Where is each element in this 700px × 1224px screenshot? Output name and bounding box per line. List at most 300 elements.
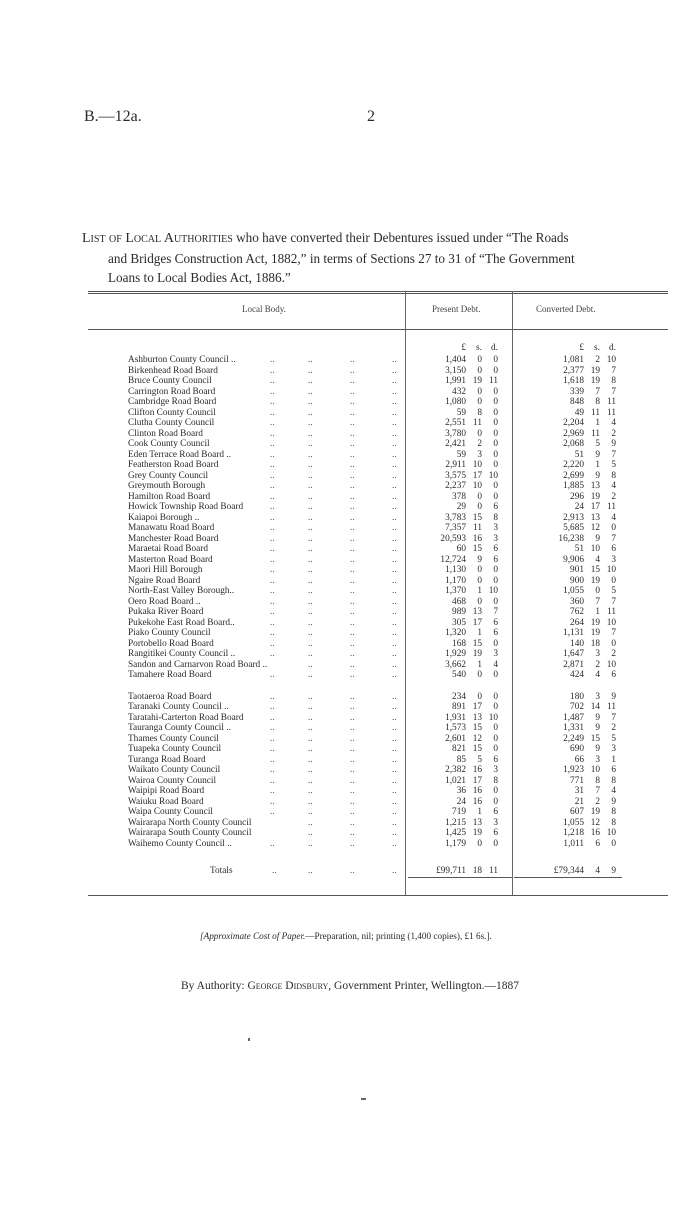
present-debt-shillings: 0 — [477, 838, 482, 849]
converted-debt-pence: 6 — [611, 544, 616, 554]
converted-debt-pounds: 16,238 — [558, 533, 584, 544]
converted-debt-pence: 7 — [611, 533, 616, 544]
present-pence-unit: d. — [491, 343, 498, 353]
table-row: Waipipi Road Board .. .. .. .. 36 16 0 31 7 4 — [128, 786, 616, 796]
present-debt-pounds: 1,021 — [445, 775, 466, 786]
converted-debt-pounds: 296 — [570, 491, 584, 502]
converted-debt-pounds: 1,487 — [563, 712, 584, 723]
table-row: Maori Hill Borough .. .. .. .. 1,130 0 0 901 15 10 — [128, 565, 616, 575]
local-body-name: Tamahere Road Board — [128, 670, 212, 680]
converted-debt-shillings: 19 — [590, 807, 600, 817]
present-shillings-unit: s. — [476, 343, 482, 353]
converted-debt-pounds: 900 — [570, 575, 584, 586]
table-bottom-rule — [88, 895, 668, 896]
converted-debt-pounds: 1,218 — [563, 828, 584, 838]
converted-debt-pounds: 1,885 — [563, 481, 584, 491]
present-debt-pounds: 29 — [456, 502, 466, 512]
converted-debt-shillings: 10 — [590, 544, 600, 554]
converted-debt-pounds: 1,923 — [563, 765, 584, 775]
present-debt-pounds: 60 — [456, 544, 466, 554]
present-debt-pence: 0 — [493, 481, 498, 491]
converted-shillings-unit: s. — [594, 343, 600, 353]
local-body-name: Cook County Council — [128, 439, 210, 449]
table-row: Cook County Council .. .. .. .. 2,421 2 0 2,068 5 9 — [128, 439, 616, 449]
local-body-name: Pukaka River Board — [128, 607, 204, 617]
converted-debt-pounds: 1,618 — [563, 376, 584, 386]
converted-debt-shillings: 10 — [590, 765, 600, 775]
present-debt-pounds: 2,601 — [445, 733, 466, 744]
converted-debt-shillings: 18 — [590, 638, 600, 649]
converted-debt-shillings: 3 — [595, 649, 600, 659]
totals-converted-pounds: £79,344 — [553, 866, 584, 876]
present-debt-pence: 0 — [493, 596, 498, 607]
present-debt-pounds: 2,382 — [445, 765, 466, 775]
local-body-name: Clifton County Council — [128, 407, 216, 418]
table-caption — [82, 228, 662, 288]
present-debt-pounds: 24 — [456, 796, 466, 807]
converted-debt-pounds: 2,969 — [563, 428, 584, 439]
local-body-name: Howick Township Road Board — [128, 502, 244, 512]
present-debt-shillings: 0 — [477, 386, 482, 397]
converted-debt-pence: 10 — [606, 828, 616, 838]
table-row: Tamahere Road Board .. .. .. .. 540 0 0 424 4 6 — [128, 670, 616, 680]
table-row: Grey County Council .. .. .. .. 3,575 17 10 2,699 9 8 — [128, 470, 616, 481]
converted-debt-pence: 8 — [611, 775, 616, 786]
totals-present-pounds: £99,711 — [436, 866, 466, 876]
present-debt-pounds: 432 — [452, 386, 466, 397]
present-debt-shillings: 0 — [477, 575, 482, 586]
totals-converted-shillings: 4 — [595, 866, 600, 876]
present-debt-pence: 0 — [493, 460, 498, 470]
present-debt-shillings: 0 — [477, 670, 482, 680]
local-body-name: Waiuku Road Board — [128, 796, 204, 807]
present-debt-pence: 0 — [493, 365, 498, 376]
present-debt-pence: 0 — [493, 744, 498, 754]
present-debt-shillings: 13 — [472, 712, 482, 723]
table-row: Manawatu Road Board .. .. .. .. 7,357 11 3 5,685 12 0 — [128, 523, 616, 533]
present-debt-shillings: 0 — [477, 502, 482, 512]
present-debt-pence: 0 — [493, 439, 498, 449]
converted-debt-shillings: 13 — [590, 512, 600, 523]
present-debt-pence: 0 — [493, 491, 498, 502]
present-debt-shillings: 15 — [472, 723, 482, 733]
converted-debt-pounds: 49 — [574, 407, 584, 418]
local-body-name: Manawatu Road Board — [128, 523, 215, 533]
table-row: Eden Terrace Road Board .. .. .. .. .. 59 3 0 51 9 7 — [128, 449, 616, 460]
converted-debt-pence: 9 — [611, 439, 616, 449]
local-body-name: Taranaki County Council .. — [128, 702, 229, 712]
converted-debt-shillings: 17 — [590, 502, 600, 512]
converted-debt-shillings: 8 — [595, 397, 600, 407]
table-row: Greymouth Borough .. .. .. .. 2,237 10 0 1,885 13 4 — [128, 481, 616, 491]
converted-debt-shillings: 3 — [595, 754, 600, 765]
present-debt-pounds: 1,404 — [445, 355, 466, 365]
imprint-printer: George Didsbury, — [247, 980, 332, 992]
local-body-name: Pukekohe East Road Board.. — [128, 617, 235, 628]
present-debt-pence: 6 — [493, 807, 498, 817]
present-debt-pence: 8 — [493, 775, 498, 786]
present-debt-pence: 6 — [493, 502, 498, 512]
table-row: Pukaka River Board .. .. .. .. 989 13 7 762 1 11 — [128, 607, 616, 617]
caption-line-3: Loans to Local Bodies Act, 1886.” — [108, 270, 291, 285]
local-body-name: Sandon and Carnarvon Road Board .. — [128, 659, 268, 670]
converted-debt-pounds: 9,906 — [563, 554, 584, 565]
present-debt-pence: 0 — [493, 418, 498, 428]
converted-debt-shillings: 12 — [590, 817, 600, 828]
present-debt-shillings: 1 — [477, 628, 482, 638]
local-body-name: Bruce County Council — [128, 376, 212, 386]
table-row: Taratahi-Carterton Road Board .. .. .. .. 1,931 13 10 1,487 9 7 — [128, 712, 616, 723]
converted-debt-pounds: 771 — [570, 775, 584, 786]
converted-debt-shillings: 15 — [590, 733, 600, 744]
present-debt-pounds: 468 — [452, 596, 466, 607]
converted-debt-pence: 9 — [611, 691, 616, 702]
converted-debt-pence: 1 — [611, 754, 616, 765]
local-body-name: Ashburton County Council .. — [128, 355, 236, 365]
present-debt-pounds: 59 — [456, 407, 466, 418]
table-row: Clutha County Council .. .. .. .. 2,551 11 0 2,204 1 4 — [128, 418, 616, 428]
local-body-name: Clinton Road Board — [128, 428, 203, 439]
converted-pounds-unit: £ — [579, 343, 584, 353]
present-debt-shillings: 15 — [472, 744, 482, 754]
present-debt-shillings: 16 — [472, 796, 482, 807]
table-row: Tuapeka County Council .. .. .. .. 821 15 0 690 9 3 — [128, 744, 616, 754]
local-body-name: Thames County Council — [128, 733, 219, 744]
converted-debt-shillings: 2 — [595, 796, 600, 807]
present-debt-shillings: 0 — [477, 365, 482, 376]
totals-present-shillings: 18 — [472, 866, 482, 876]
converted-debt-pence: 0 — [611, 638, 616, 649]
converted-debt-shillings: 11 — [591, 428, 600, 439]
present-debt-pence: 0 — [493, 386, 498, 397]
present-debt-pounds: 1,080 — [445, 397, 466, 407]
table-row: Bruce County Council .. .. .. .. 1,991 19 11 1,618 19 8 — [128, 376, 616, 386]
local-body-name: Hamilton Road Board — [128, 491, 211, 502]
table-row: Rangitikei County Council .. .. .. .. .. 1,929 19 3 1,647 3 2 — [128, 649, 616, 659]
converted-debt-shillings: 16 — [590, 828, 600, 838]
local-body-name: Piako County Council — [128, 628, 211, 638]
converted-debt-pounds: 2,377 — [563, 365, 584, 376]
local-body-name: Waipa County Council — [128, 807, 213, 817]
ink-speck — [248, 1038, 250, 1041]
table-row: Manchester Road Board .. .. .. .. 20,593 16 3 16,238 9 7 — [128, 533, 616, 544]
present-debt-shillings: 15 — [472, 544, 482, 554]
present-debt-pence: 4 — [493, 659, 498, 670]
present-debt-pounds: 12,724 — [440, 554, 466, 565]
present-debt-pence: 0 — [493, 786, 498, 796]
present-debt-shillings: 0 — [477, 491, 482, 502]
converted-debt-pounds: 1,131 — [563, 628, 584, 638]
converted-debt-pounds: 1,081 — [563, 355, 584, 365]
present-debt-pence: 0 — [493, 575, 498, 586]
local-body-name: Grey County Council — [128, 470, 209, 481]
local-body-name: North-East Valley Borough.. — [128, 586, 235, 596]
present-debt-pounds: 7,357 — [445, 523, 466, 533]
present-debt-pence: 3 — [493, 533, 498, 544]
present-debt-shillings: 10 — [472, 460, 482, 470]
present-debt-pence: 11 — [489, 376, 498, 386]
converted-debt-pence: 4 — [611, 512, 616, 523]
converted-debt-shillings: 3 — [595, 691, 600, 702]
present-debt-pence: 10 — [488, 470, 498, 481]
converted-debt-pence: 11 — [607, 702, 616, 712]
converted-debt-pounds: 1,647 — [563, 649, 584, 659]
present-debt-pence: 0 — [493, 723, 498, 733]
converted-debt-pounds: 2,204 — [563, 418, 584, 428]
table-row: Thames County Council .. .. .. .. 2,601 12 0 2,249 15 5 — [128, 733, 616, 744]
table-row: Turanga Road Board .. .. .. .. 85 5 6 66 3 1 — [128, 754, 616, 765]
converted-debt-shillings: 19 — [590, 617, 600, 628]
converted-debt-shillings: 7 — [595, 596, 600, 607]
converted-debt-pounds: 51 — [574, 449, 584, 460]
present-debt-shillings: 0 — [477, 596, 482, 607]
converted-debt-pounds: 339 — [570, 386, 584, 397]
table-row: Waihemo County Council .. .. .. .. .. 1,179 0 0 1,011 6 0 — [128, 838, 616, 849]
local-body-name: Birkenhead Road Board — [128, 365, 218, 376]
cost-footnote-text: —Preparation, nil; printing (1,400 copies), £1 6s.]. — [305, 931, 492, 941]
converted-debt-pounds: 2,249 — [563, 733, 584, 744]
present-debt-pence: 0 — [493, 838, 498, 849]
table-row: Carrington Road Board .. .. .. .. 432 0 0 339 7 7 — [128, 386, 616, 397]
present-debt-pence: 0 — [493, 407, 498, 418]
converted-debt-shillings: 19 — [590, 628, 600, 638]
present-debt-pence: 6 — [493, 544, 498, 554]
table-row: Howick Township Road Board .. .. .. .. 29 0 6 24 17 11 — [128, 502, 616, 512]
converted-debt-shillings: 8 — [595, 775, 600, 786]
converted-debt-pence: 4 — [611, 481, 616, 491]
caption-lead: List of Local Authorities — [82, 231, 233, 246]
converted-debt-pence: 5 — [611, 586, 616, 596]
converted-debt-pounds: 5,685 — [563, 523, 584, 533]
present-debt-pounds: 1,991 — [445, 376, 466, 386]
page-number: 2 — [367, 108, 375, 125]
converted-debt-shillings: 9 — [595, 723, 600, 733]
converted-debt-shillings: 7 — [595, 786, 600, 796]
converted-debt-pence: 4 — [611, 786, 616, 796]
converted-debt-pounds: 21 — [574, 796, 584, 807]
local-body-name: Wairoa County Council — [128, 775, 217, 786]
present-debt-pence: 6 — [493, 628, 498, 638]
present-debt-pounds: 3,662 — [445, 659, 466, 670]
present-debt-pounds: 1,573 — [445, 723, 466, 733]
document-reference: B.—12a. — [84, 108, 142, 125]
converted-debt-pence: 5 — [611, 733, 616, 744]
present-debt-shillings: 10 — [472, 481, 482, 491]
converted-debt-pence: 7 — [611, 449, 616, 460]
present-debt-shillings: 16 — [472, 786, 482, 796]
present-debt-pence: 0 — [493, 691, 498, 702]
present-debt-shillings: 5 — [477, 754, 482, 765]
present-debt-pounds: 1,929 — [445, 649, 466, 659]
converted-debt-pounds: 1,011 — [563, 838, 584, 849]
present-debt-pounds: 989 — [452, 607, 466, 617]
present-debt-shillings: 16 — [472, 765, 482, 775]
local-body-name: Cambridge Road Board — [128, 397, 217, 407]
converted-debt-pence: 8 — [611, 470, 616, 481]
converted-debt-pounds: 51 — [574, 544, 584, 554]
present-debt-shillings: 12 — [472, 733, 482, 744]
converted-debt-shillings: 13 — [590, 481, 600, 491]
present-debt-pounds: 1,931 — [445, 712, 466, 723]
present-debt-pounds: 821 — [452, 744, 466, 754]
imprint-tail: Government Printer, Wellington.—1887 — [334, 980, 519, 992]
present-debt-shillings: 11 — [473, 523, 482, 533]
present-pounds-unit: £ — [461, 343, 466, 353]
converted-debt-shillings: 12 — [590, 523, 600, 533]
imprint-lead: By Authority: — [181, 980, 245, 992]
table-row: North-East Valley Borough.. .. .. .. .. 1,370 1 10 1,055 0 5 — [128, 586, 616, 596]
converted-debt-pounds: 24 — [574, 502, 584, 512]
present-debt-pence: 0 — [493, 428, 498, 439]
present-debt-shillings: 13 — [472, 817, 482, 828]
converted-debt-pence: 2 — [611, 491, 616, 502]
present-debt-pence: 0 — [493, 733, 498, 744]
table-row: Ngaire Road Board .. .. .. .. 1,170 0 0 900 19 0 — [128, 575, 616, 586]
local-body-name: Eden Terrace Road Board .. — [128, 449, 231, 460]
local-body-name: Maori Hill Borough — [128, 565, 203, 575]
converted-debt-pence: 8 — [611, 807, 616, 817]
header-bottom-rule — [88, 329, 668, 330]
local-body-name: Manchester Road Board — [128, 533, 219, 544]
present-debt-shillings: 13 — [472, 607, 482, 617]
converted-debt-pence: 2 — [611, 428, 616, 439]
converted-debt-pence: 9 — [611, 796, 616, 807]
converted-debt-pounds: 31 — [574, 786, 584, 796]
present-debt-shillings: 1 — [477, 586, 482, 596]
local-body-name: Taotaeroa Road Board — [128, 691, 212, 702]
present-debt-pounds: 3,150 — [445, 365, 466, 376]
present-debt-pounds: 3,783 — [445, 512, 466, 523]
converted-debt-shillings: 4 — [595, 554, 600, 565]
present-debt-pounds: 1,370 — [445, 586, 466, 596]
present-debt-pence: 6 — [493, 554, 498, 565]
converted-debt-shillings: 19 — [590, 376, 600, 386]
table-row: Taranaki County Council .. .. .. .. .. 891 17 0 702 14 11 — [128, 702, 616, 712]
table-row: Waikato County Council .. .. .. .. 2,382 16 3 1,923 10 6 — [128, 765, 616, 775]
local-body-name: Kaiapoi Borough .. — [128, 512, 200, 523]
table-row: Portobello Road Board .. .. .. .. 168 15 0 140 18 0 — [128, 638, 616, 649]
present-debt-pounds: 59 — [456, 449, 466, 460]
table-row: Clinton Road Board .. .. .. .. 3,780 0 0 2,969 11 2 — [128, 428, 616, 439]
converted-debt-pence: 11 — [607, 407, 616, 418]
converted-debt-pence: 0 — [611, 575, 616, 586]
present-debt-pounds: 1,179 — [445, 838, 466, 849]
converted-debt-pence: 7 — [611, 628, 616, 638]
present-debt-shillings: 9 — [477, 554, 482, 565]
present-debt-shillings: 17 — [472, 702, 482, 712]
present-debt-pence: 0 — [493, 355, 498, 365]
printer-imprint — [181, 980, 519, 992]
table-row: Featherston Road Board .. .. .. .. 2,911 10 0 2,220 1 5 — [128, 460, 616, 470]
converted-debt-shillings: 5 — [595, 439, 600, 449]
converted-debt-shillings: 9 — [595, 712, 600, 723]
present-debt-pence: 0 — [493, 397, 498, 407]
present-debt-pence: 3 — [493, 765, 498, 775]
converted-debt-pence: 11 — [607, 397, 616, 407]
present-debt-pence: 0 — [493, 449, 498, 460]
converted-debt-pence: 0 — [611, 838, 616, 849]
converted-debt-shillings: 1 — [595, 607, 600, 617]
totals-present-pence: 11 — [489, 866, 498, 876]
table-row: Cambridge Road Board .. .. .. .. 1,080 0 0 848 8 11 — [128, 397, 616, 407]
local-body-name: Greymouth Borough — [128, 481, 206, 491]
local-body-name: Ngaire Road Board — [128, 575, 201, 586]
converted-debt-pounds: 901 — [570, 565, 584, 575]
local-body-name: Featherston Road Board — [128, 460, 219, 470]
converted-debt-shillings: 4 — [595, 670, 600, 680]
local-body-name: Clutha County Council — [128, 418, 215, 428]
converted-debt-pence: 4 — [611, 418, 616, 428]
local-body-name: Waihemo County Council .. — [128, 838, 232, 849]
totals-converted-pence: 9 — [611, 866, 616, 876]
present-debt-shillings: 17 — [472, 775, 482, 786]
converted-debt-pence: 10 — [606, 617, 616, 628]
local-body-name: Tuapeka County Council — [128, 744, 222, 754]
table-row: Tauranga County Council .. .. .. .. .. 1,573 15 0 1,331 9 2 — [128, 723, 616, 733]
local-body-name: Waikato County Council — [128, 765, 221, 775]
present-debt-pounds: 1,215 — [445, 817, 466, 828]
table-row: Piako County Council .. .. .. .. 1,320 1 6 1,131 19 7 — [128, 628, 616, 638]
table-row: Pukekohe East Road Board.. .. .. .. .. 305 17 6 264 19 10 — [128, 617, 616, 628]
present-debt-pounds: 20,593 — [440, 533, 466, 544]
converted-debt-pence: 6 — [611, 670, 616, 680]
present-debt-pounds: 2,911 — [445, 460, 466, 470]
totals-row: Totals .. .. .. .. £99,711 18 11 £79,344 4 9 — [210, 866, 616, 876]
converted-debt-shillings: 19 — [590, 365, 600, 376]
table-row: Maraetai Road Board .. .. .. .. 60 15 6 51 10 6 — [128, 544, 616, 554]
local-body-name: Turanga Road Board — [128, 754, 206, 765]
present-debt-pounds: 85 — [456, 754, 466, 765]
present-debt-pence: 7 — [493, 607, 498, 617]
converted-debt-pounds: 1,331 — [563, 723, 584, 733]
converted-debt-shillings: 9 — [595, 533, 600, 544]
converted-debt-pounds: 2,068 — [563, 439, 584, 449]
table-row: Clifton County Council .. .. .. .. 59 8 0 49 11 11 — [128, 407, 616, 418]
table-row: Sandon and Carnarvon Road Board .. .. .. .. 3,662 1 4 2,871 2 10 — [128, 659, 616, 670]
table-row: Waiuku Road Board .. .. .. .. 24 16 0 21 2 9 — [128, 796, 616, 807]
present-debt-shillings: 0 — [477, 565, 482, 575]
present-debt-pence: 6 — [493, 617, 498, 628]
local-body-name: Wairarapa North County Council — [128, 817, 252, 828]
present-debt-pence: 0 — [493, 638, 498, 649]
present-debt-shillings: 17 — [472, 470, 482, 481]
table-row: Wairarapa North County Council .. .. .. 1,215 13 3 1,055 12 8 — [128, 817, 616, 828]
table-row: Waipa County Council .. .. .. .. 719 1 6 607 19 8 — [128, 807, 616, 817]
caption-line-1: who have converted their Debentures issued under “The Roads — [236, 230, 569, 245]
local-body-name: Wairarapa South County Council — [128, 828, 252, 838]
converted-debt-shillings: 2 — [595, 355, 600, 365]
table-top-rule-inner — [88, 293, 668, 294]
converted-debt-pounds: 702 — [570, 702, 584, 712]
converted-debt-shillings: 1 — [595, 460, 600, 470]
present-debt-pounds: 2,551 — [445, 418, 466, 428]
present-debt-shillings: 1 — [477, 659, 482, 670]
converted-debt-pounds: 1,055 — [563, 586, 584, 596]
present-debt-shillings: 17 — [472, 617, 482, 628]
converted-debt-pounds: 424 — [570, 670, 584, 680]
present-debt-pence: 3 — [493, 817, 498, 828]
converted-debt-pounds: 848 — [570, 397, 584, 407]
converted-debt-pence: 7 — [611, 596, 616, 607]
present-debt-pounds: 2,237 — [445, 481, 466, 491]
table-row: Kaiapoi Borough .. .. .. .. .. 3,783 15 8 2,913 13 4 — [128, 512, 616, 523]
present-debt-pounds: 3,780 — [445, 428, 466, 439]
present-debt-pence: 6 — [493, 828, 498, 838]
converted-debt-pence: 5 — [611, 460, 616, 470]
converted-debt-shillings: 9 — [595, 744, 600, 754]
totals-label: Totals — [210, 866, 233, 876]
present-debt-pence: 3 — [493, 523, 498, 533]
